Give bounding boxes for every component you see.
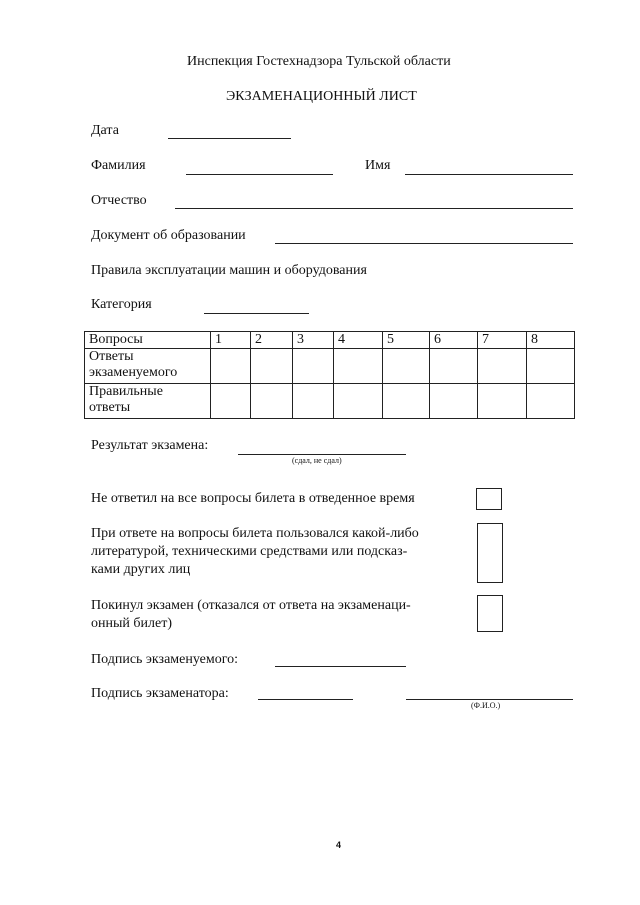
result-label: Результат экзамена: [91,438,209,453]
result-hint: (сдал, не сдал) [292,456,342,465]
answer-cell[interactable] [383,349,430,384]
question-number: 2 [251,332,293,349]
answer-cell[interactable] [383,384,430,419]
examinee-answers-row-header: Ответы экзаменуемого [85,349,211,384]
question-number: 5 [383,332,430,349]
answer-cell[interactable] [251,349,293,384]
question-number: 4 [334,332,383,349]
fio-hint: (Ф.И.О.) [471,701,501,710]
correct-answers-row [85,384,575,419]
answer-cell[interactable] [478,349,527,384]
check-left-exam-box[interactable] [477,595,503,632]
patronymic-label: Отчество [91,193,147,208]
check-cheating-box[interactable] [477,523,503,583]
question-number: 6 [430,332,478,349]
form-title: ЭКЗАМЕНАЦИОННЫЙ ЛИСТ [226,89,417,104]
check-no-time-label: Не ответил на все вопросы билета в отведенное время [91,491,415,506]
answer-cell[interactable] [334,384,383,419]
category-field-line[interactable] [204,313,309,314]
patronymic-field-line[interactable] [175,208,573,209]
check-cheating-label-line2: литературой, техническими средствами или подсказ- [91,544,408,559]
page-number: 4 [336,840,342,850]
questions-row [85,332,575,349]
examinee-signature-label: Подпись экзаменуемого: [91,652,239,667]
answer-cell[interactable] [334,349,383,384]
date-label: Дата [91,123,119,138]
date-field-line[interactable] [168,138,291,139]
rules-label: Правила эксплуатации машин и оборудования [91,263,367,278]
examinee-signature-line[interactable] [275,666,406,667]
check-no-time-box[interactable] [476,488,502,510]
question-number: 8 [527,332,575,349]
organization-name: Инспекция Гостехнадзора Тульской области [187,54,451,69]
check-cheating-label-line1: При ответе на вопросы билета пользовался какой-либо [91,526,419,541]
category-label: Категория [91,297,152,312]
examinee-answers-row [85,349,575,384]
surname-field-line[interactable] [186,174,333,175]
answer-cell[interactable] [293,384,334,419]
check-cheating-label-line3: ками других лиц [91,562,191,577]
education-doc-label: Документ об образовании [91,228,246,243]
education-doc-field-line[interactable] [275,243,573,244]
answer-cell[interactable] [430,384,478,419]
check-left-exam-label-line1: Покинул экзамен (отказался от ответа на экзаменаци- [91,598,411,613]
result-field-line[interactable] [238,454,406,455]
answers-table [84,331,575,419]
questions-row-header: Вопросы [85,332,211,349]
answer-cell[interactable] [478,384,527,419]
answer-cell[interactable] [293,349,334,384]
name-field-line[interactable] [405,174,573,175]
answer-cell[interactable] [527,349,575,384]
check-left-exam-label-line2: онный билет) [91,616,172,631]
answer-cell[interactable] [211,384,251,419]
answer-cell[interactable] [430,349,478,384]
question-number: 1 [211,332,251,349]
name-label: Имя [365,158,391,173]
question-number: 3 [293,332,334,349]
examiner-signature-line[interactable] [258,699,353,700]
surname-label: Фамилия [91,158,146,173]
answer-cell[interactable] [211,349,251,384]
correct-answers-row-header: Правильные ответы [85,384,211,419]
examiner-signature-label: Подпись экзаменатора: [91,686,229,701]
answer-cell[interactable] [527,384,575,419]
answer-cell[interactable] [251,384,293,419]
question-number: 7 [478,332,527,349]
examiner-fio-line[interactable] [406,699,573,700]
